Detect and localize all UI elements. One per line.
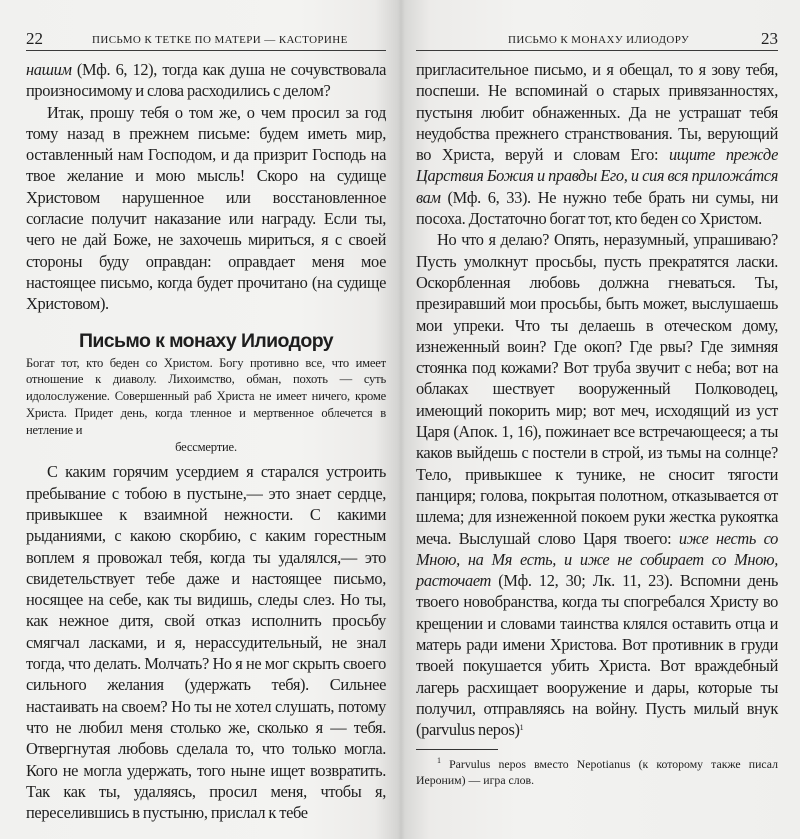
footnote-text	[416, 756, 778, 788]
left-text-lower	[26, 461, 386, 823]
section-heading: Письмо к монаху Илиодору	[79, 329, 333, 352]
footnote	[416, 756, 778, 788]
italic-quote-end: нашим	[26, 60, 72, 79]
left-running-header	[26, 28, 386, 51]
reproach-text-end: (Мф. 12, 30; Лк. 11, 23). Вспомни день твоего новобранства, когда ты спогребался Христу во крещении и словами таинства клялся оставить отца и матерь ради имени Христова. Вот противник в груди твоей покушается убить Христа. Вот враждебный лагерь расхищает вооружение и дары, которые ты получил, отправляясь на войну. Пусть милый внук (parvulus nepos)	[416, 571, 778, 740]
left-page-number: 22	[26, 29, 43, 48]
invitation-text: пригласительное письмо, и я обещал, то я зову тебя, поспеши. Не вспоминай о старых привязанностях, пустыня любит обнаженных. Да не устрашат тебя неудобства прежнего странствования. Ты, верующий во Христа, веруй и словам Его:	[416, 60, 778, 165]
summary-body: Богат тот, кто беден со Христом. Богу противно все, что имеет отношение к диаволу. Лихоимство, обман, похоть — суть идолослужение. Совершенный раб Христа не имеет ничего, кроме Христа. Придет день, когда тленное и мертвенное облечется в нетление и	[26, 355, 386, 437]
right-running-header	[416, 28, 778, 51]
footnote-marker: 1	[437, 755, 441, 765]
right-page-number: 23	[761, 29, 778, 48]
right-page	[400, 0, 800, 839]
paragraph-letter-start: С каким горячим усердием я старался устроить пребывание с тобою в пустыне,— это знает сердце, привыкшее к взаимной нежности. С какими рыданиями, с какою скорбию, с каким горестным воплем я провожал тебя, когда ты удалялся,— это свидетельствует тебе даже и настоящее письмо, носящее на себе, как ты видишь, следы слез. Но ты, как нежное дитя, свой отказ исполнить просьбу смягчал ласками, и я, нерассудительный, не знал тогда, что делать. Молчать? Но я не мог скрыть своего сильного желания (удержать тебя). Сильнее настаивать на своем? Но ты не хотел слушать, потому что не любил меня столько же, сколько я — тебя. Отвергнутая любовь сделала то, что только могла. Кого не могла удержать, того ныне ищет возвратить. Так как ты, удаляясь, просил меня, чтобы я, переселившись в пустыню, прислал к тебе	[26, 462, 386, 823]
left-text-upper	[26, 59, 386, 315]
summary-last-line: бессмертие.	[175, 439, 237, 454]
letter-summary	[26, 355, 386, 456]
right-text	[416, 59, 778, 741]
scripture-quote-mt-6-33: ищите прежде Царствия Божия и правды Его, и сия вся приложáтся вам	[416, 145, 779, 207]
right-running-title: ПИСЬМО К МОНАХУ ИЛИОДОРУ	[508, 34, 690, 46]
reproach-text: Но что я делаю? Опять, неразумный, упрашиваю? Пусть умолкнут просьбы, пусть прекратятся ласки. Оскорбленная любовь должна гневаться. Ты, презиравший мои просьбы, быть может, выслушаешь мои упреки. Что ты делаешь в отеческом дому, изнеженный воин? Где окоп? Где рвы? Где зимняя стоянка под кожами? Вот труба звучит с неба; вот на облаках шествует вооруженный Полководец, имеющий покорить мир; вот меч, исходящий из уст Царя (Апок. 1, 16), пожинает все встречающееся; а ты каков выйдешь с постели в строй, из тьмы на солнце? Тело, привыкшее к тунике, не сносит тягости панциря; голова, покрытая полотном, отказывается от шлема; для изнеженной покоем руки жестка рукоятка меча. Выслушай слово Царя твоего:	[416, 230, 778, 548]
paragraph-reproach	[416, 229, 778, 740]
footnote-divider	[416, 749, 498, 750]
continuation-paragraph	[26, 59, 386, 102]
paragraph-reconciliation: Итак, прошу тебя о том же, о чем просил за год тому назад в прежнем письме: будем иметь мир, оставленный нам Господом, и да призрит Господь на твое желание и мою мысль! Скоро на судище Христовом нарушенное или восстановленное согласие получит наказание или награду. Если ты, чего не дай Боже, не захочешь мириться, я с своей стороны буду оправдан: оправдает меня мое настоящее письмо, когда будет прочитано (на судище Христовом).	[26, 102, 386, 314]
footnote-body: Parvulus nepos вместо Nepotianus (к которому также писал Иероним) — игра слов.	[416, 756, 778, 787]
invitation-text-end: (Мф. 6, 33). Не нужно тебе брать ни сумы, ни посоха. Достаточно богат тот, кто беден со Христом.	[416, 187, 778, 229]
continuation-text: (Мф. 6, 12), тогда как душа не сочувствовала произносимому и слова расходились с делом?	[26, 60, 386, 101]
left-running-title: ПИСЬМО К ТЕТКЕ ПО МАТЕРИ — КАСТОРИНЕ	[92, 34, 348, 46]
scripture-quote-mt-12-30: иже несть со Мною, на Мя есть, и иже не собирает со Мною, расточает	[416, 528, 778, 591]
paragraph-invitation	[416, 59, 778, 229]
footnote-reference[interactable]: 1	[519, 723, 524, 733]
